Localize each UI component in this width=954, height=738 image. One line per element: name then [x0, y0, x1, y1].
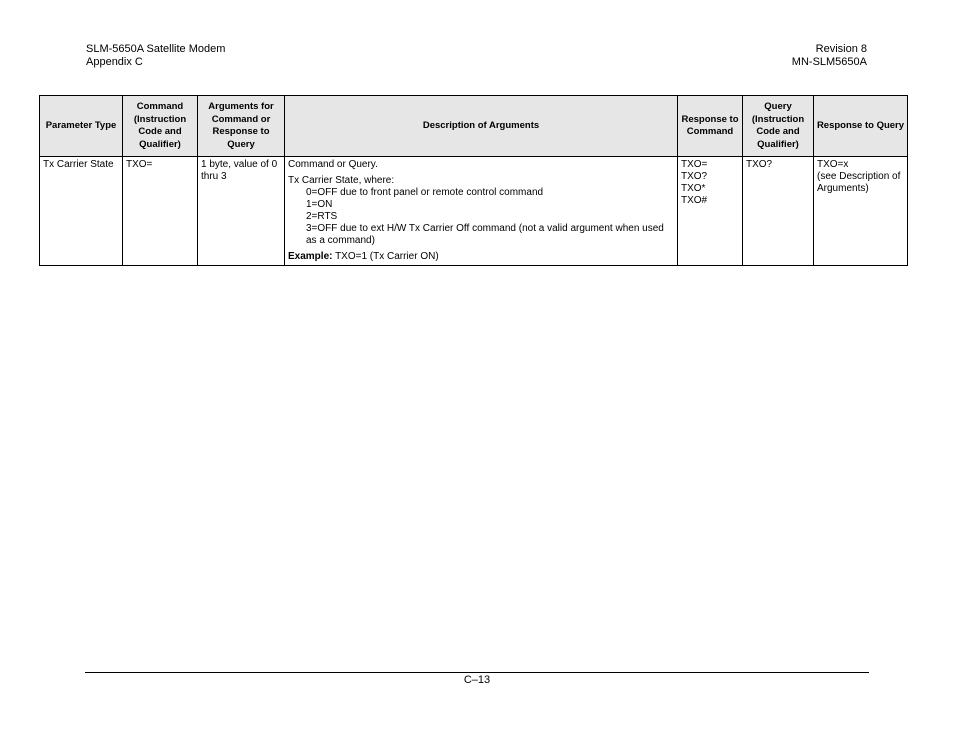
desc-option-0: 0=OFF due to front panel or remote control command	[306, 187, 544, 198]
desc-line-1: Command or Query.	[288, 159, 378, 170]
document-title: SLM-5650A Satellite Modem	[86, 43, 226, 55]
page-number: C–13	[463, 674, 491, 686]
header-query: Query (Instruction Code and Qualifier)	[743, 96, 814, 157]
desc-option-3: 3=OFF due to ext H/W Tx Carrier Off command (not a valid argument when used as a command)	[306, 223, 664, 246]
table-header-row	[40, 96, 908, 157]
response-cmd-0: TXO=	[681, 159, 708, 170]
header-response-to-query: Response to Query	[814, 96, 908, 157]
revision-label: Revision 8	[815, 43, 867, 55]
example-text: TXO=1 (Tx Carrier ON)	[332, 251, 439, 262]
desc-option-2: 2=RTS	[306, 211, 338, 222]
response-cmd-3: TXO#	[681, 195, 708, 206]
cell-response-to-command	[678, 157, 743, 266]
header-right	[792, 43, 867, 69]
desc-option-1: 1=ON	[306, 199, 333, 210]
cell-parameter-type: Tx Carrier State	[40, 157, 123, 266]
response-query-1: (see Description of Arguments)	[817, 171, 901, 194]
response-query-0: TXO=x	[817, 159, 849, 170]
header-command: Command (Instruction Code and Qualifier)	[123, 96, 198, 157]
cell-response-to-query	[814, 157, 908, 266]
header-response-to-command: Response to Command	[678, 96, 743, 157]
response-cmd-2: TXO*	[681, 183, 706, 194]
cell-command: TXO=	[123, 157, 198, 266]
cell-description	[285, 157, 678, 266]
desc-line-2: Tx Carrier State, where:	[288, 175, 395, 186]
table-row	[40, 157, 908, 266]
example-label: Example:	[288, 251, 333, 262]
cell-query: TXO?	[743, 157, 814, 266]
footer-divider	[85, 672, 869, 673]
desc-example	[288, 251, 674, 263]
cell-arguments: 1 byte, value of 0 thru 3	[198, 157, 285, 266]
header-description: Description of Arguments	[285, 96, 678, 157]
manual-number: MN-SLM5650A	[791, 56, 867, 68]
header-parameter-type: Parameter Type	[40, 96, 123, 157]
appendix-label: Appendix C	[86, 56, 143, 68]
header-arguments: Arguments for Command or Response to Query	[198, 96, 285, 157]
command-table	[39, 95, 908, 266]
response-cmd-1: TXO?	[681, 171, 708, 182]
header-left	[86, 43, 225, 69]
